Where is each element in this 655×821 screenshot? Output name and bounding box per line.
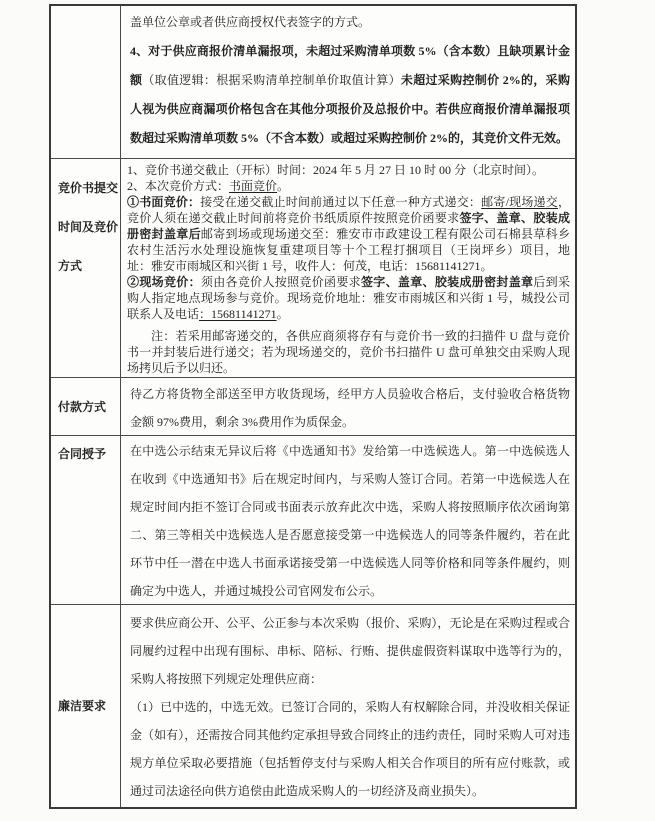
row-label-bid-submission-time-method <box>51 159 121 377</box>
text-run: ②现场竞价： <box>127 275 201 289</box>
text-run: ①书面竞价： <box>127 195 201 209</box>
text-run: （1）已中选的，中选无效。已签订合同的，采购人有权解除合同，并没收相关保证金（如有），还需按合同其他约定承担导致合同终止的违约责任，同时采购人可对违规方单位采取必要措施（包括暂停支付与采购人相关合作项目的所有应付账款，或通过司法途径向供方追偿由此造成采购人的一切经济及商业损失）。 <box>130 700 570 798</box>
text-run: （取值逻辑：根据采购清单控制单价取值计算） <box>142 73 401 87</box>
text-run: 。 <box>276 307 289 321</box>
bidding-terms-table <box>49 4 577 809</box>
paragraph <box>127 328 570 376</box>
text-run: 书面竞价 <box>229 179 278 193</box>
paragraph <box>130 8 570 37</box>
row-label-contract-award <box>51 436 121 604</box>
row-content-payment-method <box>121 378 575 435</box>
paragraph <box>130 693 570 805</box>
table-row-contract-award <box>51 435 575 604</box>
table-row-bid-submission <box>51 158 575 377</box>
text-run: 盖单位公章或者供应商授权代表签字的方式。 <box>130 15 371 29</box>
text-run: 1、竞价书递交截止（开标）时间：2024 年 5 月 27 日 10 时 00 分（北京时间）。 <box>127 163 545 177</box>
row-label-line: 竞价书提交 <box>58 181 119 195</box>
row-content-bid-submission-time-method <box>121 159 575 377</box>
row-label-line: 时间及竞价 <box>58 220 119 234</box>
row-label-payment-method <box>51 378 121 435</box>
text-run: 要求供应商公开、公平、公正参与本次采购（报价、采购），无论是在采购过程或合同履约过程中出现有围标、串标、陪标、行贿、提供虚假资料谋取中选等行为的，采购人将按照下列规定处理供应商： <box>130 616 570 686</box>
paragraph <box>130 437 570 604</box>
paragraph <box>127 162 570 178</box>
row-content-integrity-requirements <box>121 605 575 807</box>
table-row-quote-omission-rules <box>51 6 575 158</box>
text-run: 未超过采购控制价 2%的，采购人视为供应商漏项价格包含在其他分项报价及总报价中。若供应商报价清单漏报项数超过采购清单项数 5%（不含本数）或超过采购控制价 2%的，其竞价文件无效。 <box>130 73 570 145</box>
row-label-line: 合同授予 <box>58 447 107 461</box>
row-label-empty <box>51 6 121 158</box>
text-run: 接受在递交截止时间前通过以下任意一种方式递交： <box>200 195 482 209</box>
text-run: 注：若采用邮寄递交的，各供应商须将存有与竞价书一致的扫描件 U 盘与竞价书一并封装后进行递交；若为现场递交的，竞价书扫描件 U 盘可单独交由采购人现场拷贝后予以归还。 <box>127 329 570 375</box>
row-label-line: 方式 <box>58 259 83 273</box>
text-run: 在中选公示结束无异议后将《中选通知书》发给第一中选候选人。第一中选候选人在收到《中选通知书》后在规定时间内，与采购人签订合同。若第一中选候选人在规定时间内拒不签订合同或书面表示放弃此次中选，采购人将按照顺序依次函询第二、第三等相关中选候选人是否愿意接受第一中选候选人的同等条件履约，若在此环节中任一潜在中选人书面承诺接受第一中选候选人同等价格和同等条件履约，则确定为中选人，并通过城投公司官网发布公示。 <box>130 444 570 598</box>
text-run: 。 <box>277 179 290 193</box>
text-run: 签字、盖章、胶装成册密封盖章 <box>360 275 534 289</box>
paragraph <box>127 194 570 274</box>
text-run: 邮寄到场或现场递交至：雅安市市政建设工程有限公司石棉县草科乡农村生活污水处理设施恢复重建项目等十个工程打捆项目（王岗坪乡）项目，地址：雅安市雨城区和兴街 1 号，收件人：何茂，电话：15681141271。 <box>127 227 570 273</box>
text-run: 签字、盖章、胶装成册密封盖章后 <box>127 211 570 241</box>
text-run: 邮寄/现场递交 <box>481 195 558 209</box>
paragraph <box>130 380 570 435</box>
text-run: 4、对于供应商报价清单漏报项，未超过采购清单项数 5%（含本数）且缺项累计金额 <box>130 44 570 87</box>
row-content-quote-omission-rules <box>121 6 575 158</box>
table-row-integrity-requirements <box>51 604 575 807</box>
text-run: 2、本次竞价方式： <box>127 179 230 193</box>
text-run: ，竞价人须在递交截止时间前将竞价书纸质原件按照竞价函要求 <box>127 195 570 225</box>
table-row-payment <box>51 377 575 435</box>
row-label-integrity-requirements <box>51 605 121 807</box>
paragraph <box>130 609 570 693</box>
paragraph <box>127 274 570 322</box>
row-label-line: 付款方式 <box>58 399 107 414</box>
text-run: ：15681141271 <box>199 307 277 321</box>
paragraph <box>130 37 570 153</box>
text-run: 须由各竞价人按照竞价函要求 <box>200 275 361 289</box>
text-run: 待乙方将货物全部送至甲方收货现场，经甲方人员验收合格后，支付验收合格货物金额 97%费用，剩余 3%费用作为质保金。 <box>130 387 570 429</box>
row-label-line: 廉洁要求 <box>58 699 107 713</box>
text-run: 后到采购人指定地点现场参与竞价。现场竞价地址：雅安市雨城区和兴街 1 号，城投公司联系人及电话 <box>127 275 570 321</box>
paragraph <box>127 178 570 194</box>
row-content-contract-award <box>121 436 575 604</box>
